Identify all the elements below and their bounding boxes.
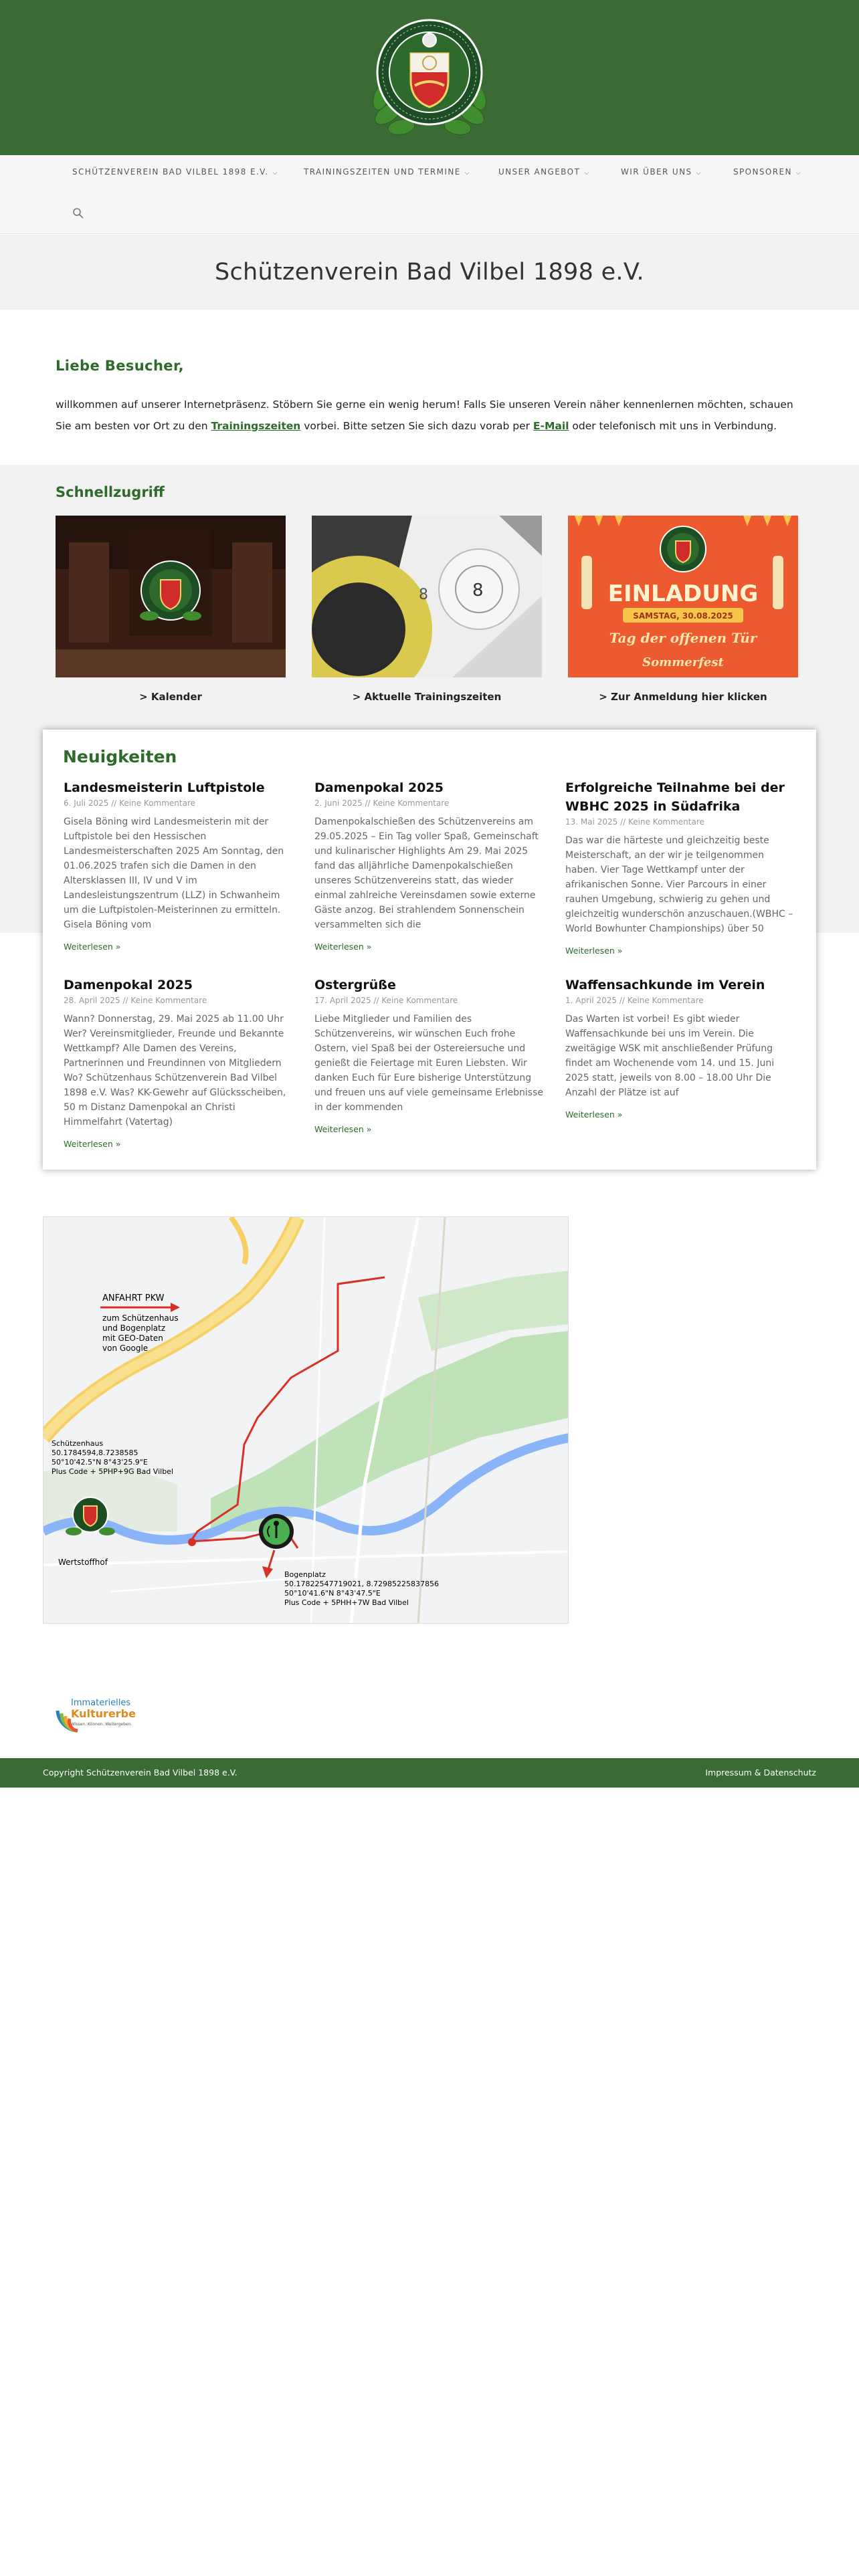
map-label-anfahrt: ANFAHRT PKW xyxy=(102,1293,165,1303)
news-heading: Neuigkeiten xyxy=(63,747,177,766)
post-title[interactable]: Damenpokal 2025 xyxy=(64,978,193,992)
post-title[interactable]: Ostergrüße xyxy=(314,978,396,992)
kulturerbe-logo[interactable] xyxy=(51,1691,158,1739)
welcome-text-part: willkommen auf unserer Internetpräsenz. Stöbern Sie gerne ein wenig herum! Falls Sie unseren Verein näher kennenlernen möchten, schauen Sie am besten vor Ort zu den xyxy=(56,399,793,432)
welcome-text-part: vorbei. Bitte setzen Sie sich dazu vorab per xyxy=(300,420,533,432)
post-excerpt: Wann? Donnerstag, 29. Mai 2025 ab 11.00 Uhr Wer? Vereinsmitglieder, Freunde und Bekannte Wettkampf? Alle Damen des Vereins, Partnerinnen und Freundinnen von Mitgliedern Wo? Schützenhaus Schützenverein Bad Vilbel 1898 e.V. Was? KK-Gewehr auf Glücksscheiben, 50 m Distanz Damenpokal an Christi Himmelfahrt (Vatertag) xyxy=(64,1014,286,1128)
trainingszeiten-link[interactable]: Trainingszeiten xyxy=(211,420,301,432)
nav-item-ueber-uns[interactable] xyxy=(621,167,702,177)
club-logo[interactable] xyxy=(363,13,496,144)
banner-line1: Tag der offenen Tür xyxy=(609,630,757,646)
map-label-anfahrt: mit GEO-Daten xyxy=(102,1333,163,1343)
post-meta: 6. Juli 2025 // Keine Kommentare xyxy=(64,798,196,808)
nav-label: SPONSOREN xyxy=(733,167,792,177)
read-more-link[interactable]: Weiterlesen » xyxy=(565,946,623,956)
header-bar xyxy=(0,0,859,155)
map-graphic xyxy=(43,1217,569,1624)
post-excerpt: Damenpokalschießen des Schützenvereins am 29.05.2025 – Ein Tag voller Spaß, Gemeinschaft und kulinarischer Highlights Am 29. Mai 2025 fand das alljährliche Damenpokalschießen unseres Schützenvereins statt, das wieder einmal zahlreiche Vereinsdamen sowie externe Gäste anzog. Bei strahlendem Sonnenschein versammelten sich die xyxy=(314,817,539,930)
map-label-bogenplatz: Bogenplatz xyxy=(284,1570,326,1579)
news-post xyxy=(565,778,796,956)
news-post xyxy=(314,778,545,952)
post-meta: 2. Juni 2025 // Keine Kommentare xyxy=(314,798,450,808)
quick-card-trainingszeiten[interactable] xyxy=(312,516,542,677)
read-more-link[interactable]: Weiterlesen » xyxy=(64,1139,121,1149)
read-more-link[interactable]: Weiterlesen » xyxy=(64,942,121,952)
map-label-bogenplatz: 50.17822547719021, 8.72985225837856 xyxy=(284,1580,439,1588)
quick-card-kalender[interactable] xyxy=(56,516,286,677)
post-title[interactable]: Damenpokal 2025 xyxy=(314,780,444,795)
trainingszeiten-quick-link[interactable]: > Aktuelle Trainingszeiten xyxy=(352,691,502,703)
post-excerpt: Liebe Mitglieder und Familien des Schützenvereins, wir wünschen Euch frohe Ostern, viel Spaß bei der Ostereiersuche und genießt die Feiertage mit Euren Liebsten. Wir danken Euch für Eure bisherige Unterstützung und freuen uns auf viele gemeinsame Erlebnisse in der kommenden xyxy=(314,1014,543,1113)
chevron-down-icon: ⌵ xyxy=(272,170,278,177)
map-label-schuetzenhaus: 50°10'42.5"N 8°43'25.9"E xyxy=(52,1458,148,1467)
post-meta: 13. Mai 2025 // Keine Kommentare xyxy=(565,817,704,827)
nav-item-sponsoren[interactable] xyxy=(733,167,801,177)
page-title-bar xyxy=(0,235,859,310)
post-meta: 1. April 2025 // Keine Kommentare xyxy=(565,996,704,1005)
banner-title: EINLADUNG xyxy=(607,580,759,607)
post-excerpt: Das Warten ist vorbei! Es gibt wieder Waffensachkunde bei uns im Verein. Die zweitägige WSK mit anschließender Prüfung findet am Wochenende vom 14. und 15. Juni 2025 statt, jeweils von 8.00 – 18.00 Uhr Die Anzahl der Plätze ist auf xyxy=(565,1014,775,1098)
nav-label: UNSER ANGEBOT xyxy=(498,167,581,177)
kulturerbe-line2: Kulturerbe xyxy=(71,1707,136,1720)
read-more-link[interactable]: Weiterlesen » xyxy=(314,1124,372,1134)
post-title[interactable]: Waffensachkunde im Verein xyxy=(565,978,765,992)
chevron-down-icon: ⌵ xyxy=(795,170,802,177)
kulturerbe-line1: Immaterielles xyxy=(71,1698,131,1708)
email-link[interactable]: E-Mail xyxy=(533,420,569,432)
nav-item-angebot[interactable] xyxy=(498,167,589,177)
map-label-schuetzenhaus: Schützenhaus xyxy=(52,1439,104,1448)
chevron-down-icon: ⌵ xyxy=(584,170,590,177)
nav-label: SCHÜTZENVEREIN BAD VILBEL 1898 E.V. xyxy=(72,167,269,177)
map-label-bogenplatz: 50°10'41.6"N 8°43'47.5"E xyxy=(284,1589,381,1598)
map-label-schuetzenhaus: Plus Code + 5PHP+9G Bad Vilbel xyxy=(52,1467,173,1476)
map-label-anfahrt: und Bogenplatz xyxy=(102,1323,166,1333)
kalender-link[interactable]: > Kalender xyxy=(139,691,202,703)
quick-card-anmeldung[interactable] xyxy=(568,516,798,677)
targets-image xyxy=(312,516,542,677)
invitation-banner-image xyxy=(568,516,798,677)
post-excerpt: Das war die härteste und gleichzeitig beste Meisterschaft, an der wir je teilgenommen haben. Vier Tage Wettkampf unter der afrikanischen Sonne. Vier Parcours in einer rauhen Umgebung, schwierig zu gehen und gleichzeitig wunderschön anzuschauen.(WBHC – World Bowhunter Championships) über 50 xyxy=(565,835,793,934)
directions-map[interactable] xyxy=(43,1216,569,1624)
banner-date: SAMSTAG, 30.08.2025 xyxy=(633,611,733,621)
map-label-anfahrt: von Google xyxy=(102,1344,149,1353)
svg-text:8: 8 xyxy=(419,586,428,603)
welcome-section xyxy=(56,358,805,437)
archery-location-icon xyxy=(259,1514,294,1549)
banner-line2: Sommerfest xyxy=(642,655,724,669)
map-label-bogenplatz: Plus Code + 5PHH+7W Bad Vilbel xyxy=(284,1598,409,1607)
footer xyxy=(0,1758,859,1788)
quick-access-title: Schnellzugriff xyxy=(56,484,165,500)
map-label-wertstoffhof: Wertstoffhof xyxy=(58,1558,108,1567)
map-label-anfahrt: zum Schützenhaus xyxy=(102,1313,179,1323)
page-title: Schützenverein Bad Vilbel 1898 e.V. xyxy=(214,259,644,286)
impressum-link[interactable]: Impressum & Datenschutz xyxy=(705,1767,816,1778)
news-post xyxy=(314,976,545,1134)
welcome-heading: Liebe Besucher, xyxy=(56,358,184,374)
post-title[interactable]: Erfolgreiche Teilnahme bei der WBHC 2025 in Südafrika xyxy=(565,780,785,814)
map-label-schuetzenhaus: 50.1784594,8.7238585 xyxy=(52,1448,138,1457)
nav-item-trainingszeiten[interactable] xyxy=(304,167,470,177)
chevron-down-icon: ⌵ xyxy=(696,170,702,177)
nav-label: TRAININGSZEITEN UND TERMINE xyxy=(304,167,461,177)
copyright-text: Copyright Schützenverein Bad Vilbel 1898 e.V. xyxy=(43,1767,237,1778)
news-section xyxy=(43,730,816,1170)
main-navigation xyxy=(0,155,859,234)
post-meta: 17. April 2025 // Keine Kommentare xyxy=(314,996,458,1005)
club-room-image xyxy=(56,516,286,677)
welcome-text-part: oder telefonisch mit uns in Verbindung. xyxy=(569,420,777,432)
post-excerpt: Gisela Böning wird Landesmeisterin mit der Luftpistole bei den Hessischen Landesmeisterschaften 2025 Am Sonntag, den 01.06.2025 trafen sich die Damen in den Altersklassen III, IV und V im Landesleistungszentrum (LLZ) in Schwanheim um die Luftpistolen-Meisterinnen zu ermitteln. Gisela Böning vom xyxy=(64,817,284,930)
post-meta: 28. April 2025 // Keine Kommentare xyxy=(64,996,207,1005)
search-icon[interactable] xyxy=(72,207,84,219)
read-more-link[interactable]: Weiterlesen » xyxy=(565,1109,623,1119)
news-post xyxy=(64,778,294,952)
read-more-link[interactable]: Weiterlesen » xyxy=(314,942,372,952)
nav-label: WIR ÜBER UNS xyxy=(621,167,692,177)
svg-text:8: 8 xyxy=(472,580,484,601)
chevron-down-icon: ⌵ xyxy=(464,170,470,177)
nav-item-verein[interactable] xyxy=(72,167,278,177)
news-post xyxy=(64,976,294,1149)
welcome-text xyxy=(56,394,805,437)
post-title[interactable]: Landesmeisterin Luftpistole xyxy=(64,780,265,795)
news-post xyxy=(565,976,796,1119)
kulturerbe-line3: Wissen. Können. Weitergeben. xyxy=(71,1722,132,1727)
anmeldung-link[interactable]: > Zur Anmeldung hier klicken xyxy=(599,691,767,703)
